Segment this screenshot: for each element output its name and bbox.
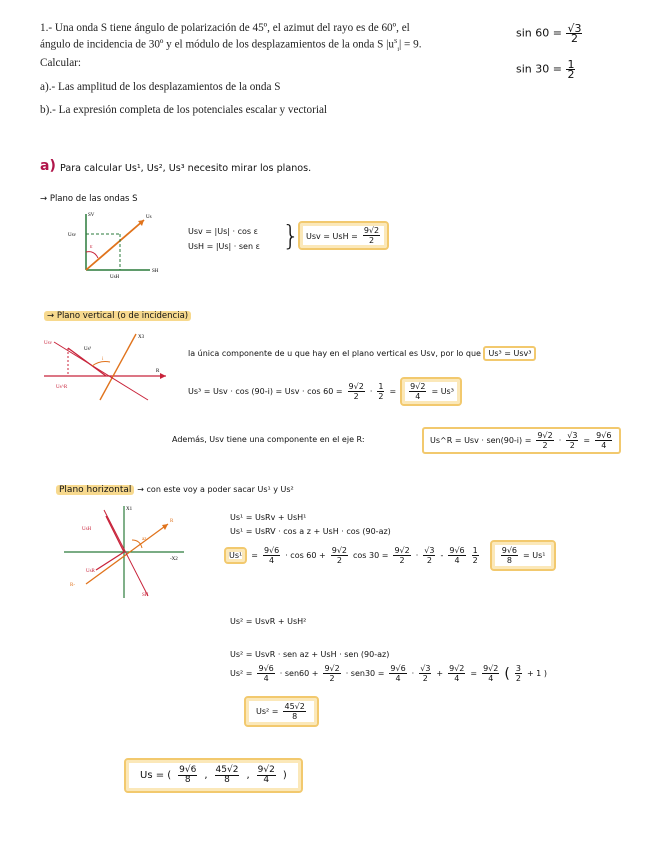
eq-usv: Usv = |Us| · cos ε [188, 227, 258, 236]
axis-r-head [160, 373, 166, 379]
statement-line-2: ángulo de incidencia de 30º y el módulo de los desplazamientos de la onda S $|u^S_i| = 9$. [40, 38, 422, 53]
diagram-plano-s [54, 208, 164, 278]
item-b: b).- La expresión completa de los potenciales escalar y vectorial [40, 104, 328, 116]
label-usr: UsR [86, 569, 95, 574]
problem-statement [40, 22, 500, 70]
label-az: az [142, 537, 147, 542]
vector-usr [96, 552, 124, 570]
side-note-sin30: sin 30 = $\frac{1}{2}$ [516, 58, 575, 81]
label-r: R [170, 519, 174, 524]
label-sh: SH [142, 593, 149, 598]
vertical-eq: Us³ = Usv · cos (90-i) = Usv · cos 60 = $\frac{9√2}{2}$ · $\frac{1}{2}$ = $\frac{9√2}{4}$ = Us³ [188, 377, 462, 406]
axis-sh [104, 510, 148, 596]
label-usv: Usv [68, 233, 77, 238]
part-a-label: a) [40, 158, 56, 174]
heading-plano-horizontal: Plano horizontal → con este voy a poder sacar Us¹ y Us² [56, 485, 294, 495]
ray-line [54, 342, 148, 400]
h-eq-6: Us² = $\frac{9√6}{4}$ · sen60 + $\frac{9√2}{2}$ · sen30 = $\frac{9√6}{4}$ · $\frac{√3}{2}$ + $\frac{9√2}{4}$ = $\frac{9√2}{4}$ ( $\frac{3}{2}$ + 1 ) [230, 664, 547, 683]
label-us3: Us³ [84, 347, 92, 352]
label-x2: -X2 [170, 557, 178, 562]
ademas-text: Además, Usv tiene una componente en el eje R: [172, 435, 365, 444]
result-plano-s: Usv = UsH = $\frac{9√2}{2}$ [298, 221, 389, 250]
brace: } [282, 219, 300, 252]
label-sh: SH [152, 269, 159, 274]
result-us3: $\frac{9√2}{4}$ = Us³ [400, 377, 462, 406]
h-eq-2: Us¹ = UsRV · cos a z + UsH · cos (90-az) [230, 527, 391, 536]
label-usv: Usv [44, 341, 53, 346]
diagram-plano-vertical [40, 330, 170, 402]
h-eq-1: Us¹ = UsRv + UsH¹ [230, 513, 307, 522]
eq-ush: UsH = |Us| · sen ε [188, 242, 260, 251]
label-ush: UsH [110, 275, 120, 278]
label-x1: X1 [126, 507, 133, 512]
item-a: a).- Las amplitud de los desplazamientos de la onda S [40, 81, 281, 93]
heading-plano-vertical: → Plano vertical (o de incidencia) [44, 311, 191, 321]
label-usr: Us^R [56, 385, 68, 390]
ademas-result: Us^R = Usv · sen(90-i) = $\frac{9√2}{2}$ · $\frac{√3}{2}$ = $\frac{9√6}{4}$ [422, 427, 621, 454]
result-us1: $\frac{9√6}{8}$ = Us¹ [490, 540, 556, 571]
diagram-plano-horizontal [56, 500, 188, 600]
label-r: R [156, 369, 160, 374]
label-ush: UsH [82, 527, 92, 532]
h-eq-3: Us¹ = $\frac{9√6}{4}$ · cos 60 + $\frac{9√2}{2}$ cos 30 = $\frac{9√2}{2}$ · $\frac{√3}{2}$ - $\frac{9√6}{4}$ $\frac{1}{2}$ $\frac{9√6}{8}$ = Us¹ [224, 540, 556, 571]
label-x3: X3 [138, 335, 145, 340]
angle-eps [86, 252, 98, 258]
h-eq-5: Us² = UsvR · sen az + UsH · sen (90-az) [230, 650, 390, 659]
vertical-text: la única componente de u que hay en el plano vertical es Usv, por lo que Us³ = Usv³ [188, 349, 536, 358]
label-sv: SV [88, 213, 95, 218]
vector-us [86, 220, 144, 270]
result-us2: Us² = $\frac{45√2}{8}$ [244, 696, 319, 727]
label-i: i [102, 357, 104, 362]
h-eq-4: Us² = UsvR + UsH² [230, 617, 307, 626]
label-r2: R- [70, 583, 75, 588]
statement-line-1: 1.- Una onda S tiene ángulo de polarización de 45º, el azimut del rayo es de 60º, el [40, 22, 410, 34]
statement-line-3: Calcular: [40, 56, 82, 69]
axis-x3 [100, 334, 136, 400]
vector-ush [106, 516, 124, 552]
final-result: Us = ( $\frac{9√6}{8}$ , $\frac{45√2}{8}$ , $\frac{9√2}{4}$ ) [124, 758, 303, 793]
heading-plano-s: → Plano de las ondas S [40, 194, 138, 204]
angle-i [92, 362, 110, 367]
part-a-intro: Para calcular Us¹, Us², Us³ necesito mirar los planos. [60, 163, 312, 174]
side-note-sin60: sin 60 = $\frac{√3}{2}$ [516, 22, 582, 45]
label-us: Us [146, 215, 152, 220]
label-eps: ε [90, 244, 93, 250]
